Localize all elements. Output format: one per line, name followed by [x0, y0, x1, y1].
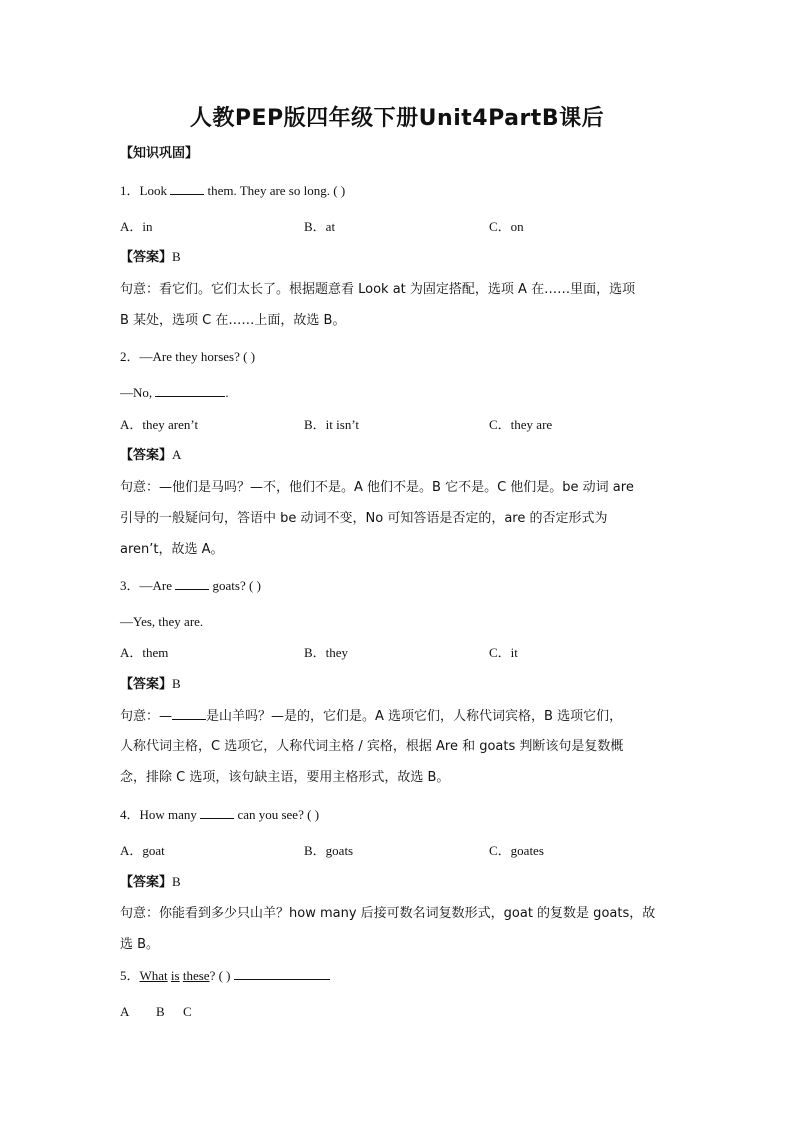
- option-a: A．goat: [120, 843, 165, 858]
- explanation-text: 是山羊吗？—是的，它们是。A 选项它们，人称代词宾格，B 选项它们，: [206, 709, 623, 724]
- option-b: B．goats: [304, 843, 354, 858]
- question-text: —Are they horses?: [139, 349, 240, 364]
- answer-label: 【答案】: [120, 677, 173, 692]
- option-c: C: [183, 1004, 192, 1019]
- option-a: A．they aren’t: [120, 417, 199, 432]
- option-c: C．on: [489, 219, 524, 234]
- question-text: goats?: [212, 578, 246, 593]
- answer-blank: [175, 577, 209, 590]
- explanation-line: [120, 707, 622, 726]
- question-3: [120, 577, 261, 595]
- answer-line: [120, 873, 181, 892]
- answer-value: B: [172, 676, 181, 691]
- question-3-response: —Yes, they are.: [120, 614, 204, 629]
- option-c: C．it: [489, 645, 518, 660]
- question-text: —Are: [139, 578, 173, 593]
- answer-label: 【答案】: [120, 875, 173, 890]
- question-text: them. They are so long.: [207, 183, 330, 198]
- option-b: B．they: [304, 645, 349, 660]
- explanation-line: 引导的一般疑问句，答语中 be 动词不变，No 可知答语是否定的，are 的否定形式为: [120, 511, 608, 526]
- answer-blank: [170, 182, 204, 195]
- page-title: 人教PEP版四年级下册Unit4PartB课后: [189, 106, 605, 131]
- answer-paren: ? ( ): [209, 968, 231, 983]
- answer-value: B: [172, 874, 181, 889]
- period: .: [225, 385, 229, 400]
- answer-paren: ( ): [248, 578, 261, 593]
- question-number: 5．: [120, 968, 140, 983]
- option-a: A: [120, 1004, 130, 1019]
- question-text: Look: [139, 183, 167, 198]
- option-a: A．them: [120, 645, 169, 660]
- answer-label: 【答案】: [120, 250, 173, 265]
- explanation-line: B 某处，选项 C 在……上面，故选 B。: [120, 313, 346, 328]
- section-heading: 【知识巩固】: [120, 146, 199, 161]
- answer-line: [120, 446, 181, 465]
- answer-blank: [172, 707, 206, 720]
- question-1: [120, 182, 345, 200]
- answer-blank: [200, 806, 234, 819]
- answer-label: 【答案】: [120, 448, 173, 463]
- answer-value: B: [172, 249, 181, 264]
- option-b: B．it isn’t: [304, 417, 360, 432]
- explanation-line: 句意：看它们。它们太长了。根据题意看 Look at 为固定搭配，选项 A 在……里面，选项: [120, 282, 636, 297]
- option-b: B: [156, 1004, 165, 1019]
- option-a: A．in: [120, 219, 153, 234]
- answer-line: [120, 675, 181, 694]
- question-2: [120, 348, 255, 366]
- underlined-word: What: [139, 968, 168, 983]
- explanation-line: 人称代词主格，C 选项它，人称代词主格 / 宾格，根据 Are 和 goats 判断该句是复数概: [120, 739, 624, 754]
- option-c: C．they are: [489, 417, 553, 432]
- answer-paren: ( ): [333, 183, 346, 198]
- option-b: B．at: [304, 219, 336, 234]
- question-number: 4．: [120, 807, 140, 822]
- question-5: [120, 967, 330, 985]
- question-text: —No,: [120, 385, 153, 400]
- answer-blank: [234, 967, 330, 980]
- answer-paren: ( ): [243, 349, 256, 364]
- answer-paren: ( ): [307, 807, 320, 822]
- question-2-response: [120, 384, 229, 402]
- underlined-word: is: [170, 968, 180, 983]
- explanation-line: aren’t，故选 A。: [120, 542, 224, 557]
- underlined-word: these: [182, 968, 210, 983]
- question-number: 1．: [120, 183, 140, 198]
- explanation-line: 念，排除 C 选项，该句缺主语，要用主格形式，故选 B。: [120, 770, 450, 785]
- question-number: 3．: [120, 578, 140, 593]
- option-c: C．goates: [489, 843, 544, 858]
- question-text: can you see?: [237, 807, 304, 822]
- explanation-text: 句意：—: [120, 709, 173, 724]
- explanation-line: 选 B。: [120, 937, 160, 952]
- question-number: 2．: [120, 349, 140, 364]
- explanation-line: 句意：你能看到多少只山羊？how many 后接可数名词复数形式，goat 的复数是 goats，故: [120, 906, 656, 921]
- answer-value: A: [172, 447, 182, 462]
- question-4: [120, 806, 319, 824]
- answer-line: [120, 248, 181, 267]
- answer-blank: [155, 384, 225, 397]
- explanation-line: 句意：—他们是马吗？—不，他们不是。A 他们不是。B 它不是。C 他们是。be 动词 are: [120, 480, 634, 495]
- question-text: How many: [139, 807, 197, 822]
